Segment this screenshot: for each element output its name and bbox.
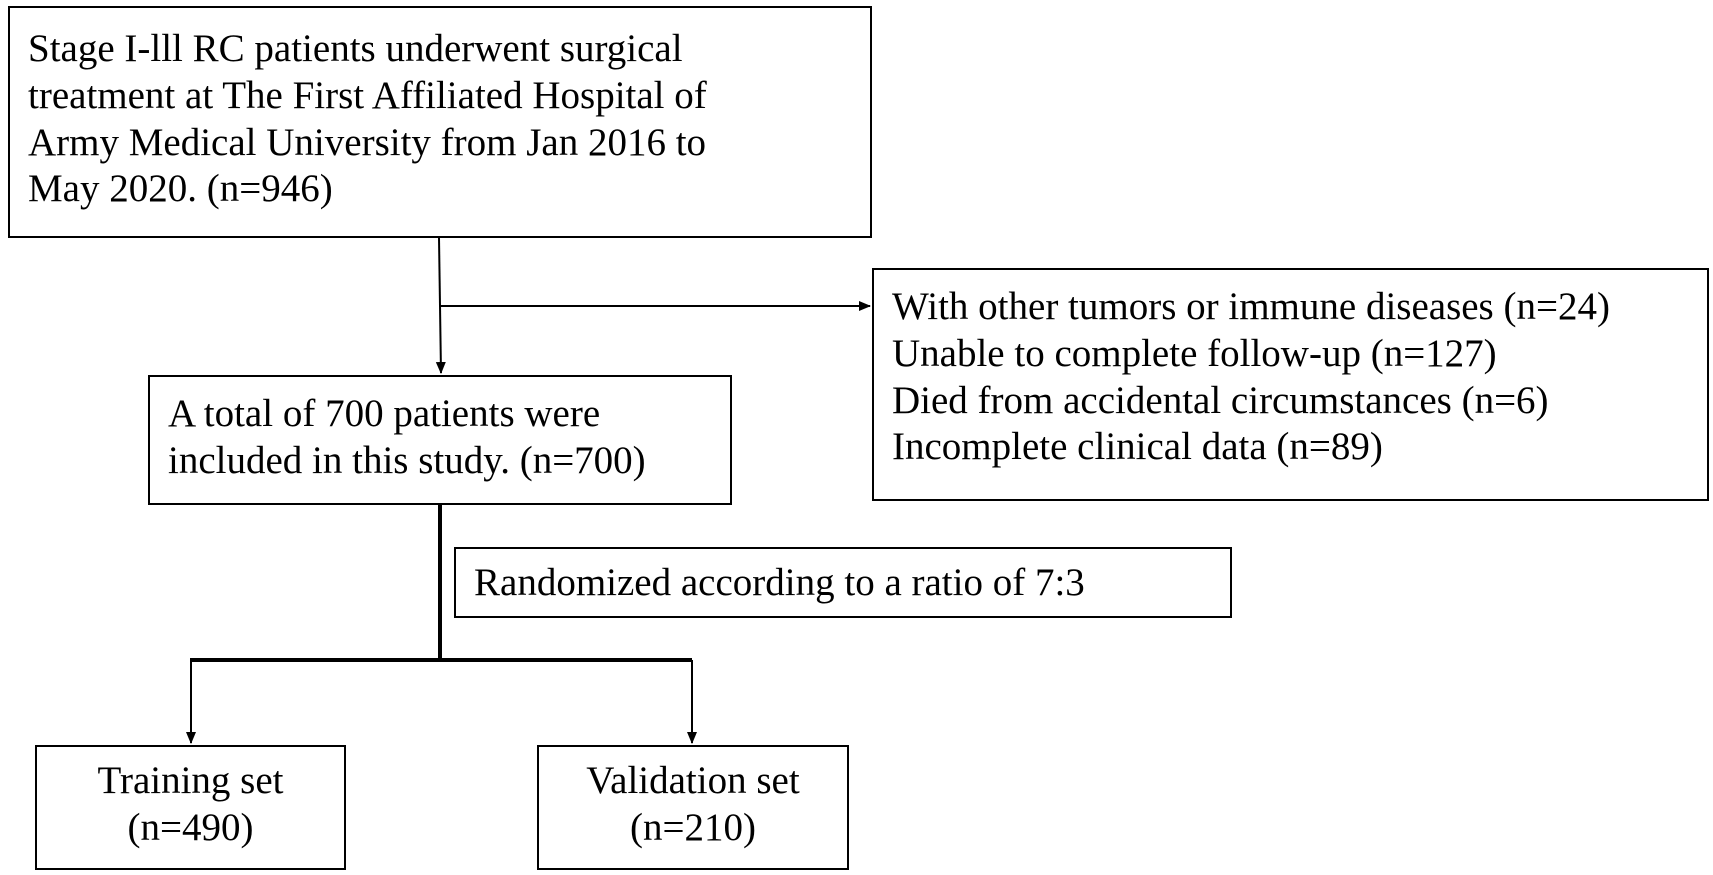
source-line-3: Army Medical University from Jan 2016 to [28,120,707,164]
exclusion-line-2: Unable to complete follow-up (n=127) [892,331,1497,375]
randomization-box [454,547,1232,618]
source-population-box [8,6,872,238]
training-count: (n=490) [127,805,254,849]
exclusion-criteria-box [872,268,1709,501]
validation-set-box [537,745,849,870]
included-patients-box [148,375,732,505]
arrow-source-to-included [439,238,441,373]
source-line-2: treatment at The First Affiliated Hospital of [28,73,707,117]
exclusion-line-4: Incomplete clinical data (n=89) [892,425,1383,469]
exclusion-line-1: With other tumors or immune diseases (n=24) [892,285,1610,328]
randomization-label: Randomized according to a ratio of 7:3 [474,561,1085,604]
training-set-box [35,745,346,870]
validation-title: Validation set [586,759,800,802]
source-line-4: May 2020. (n=946) [28,167,333,211]
training-title: Training set [97,759,284,802]
included-line-2: included in this study. (n=700) [168,438,646,482]
included-line-1: A total of 700 patients were [168,392,601,435]
exclusion-line-3: Died from accidental circumstances (n=6) [892,378,1549,422]
source-line-1: Stage I-lll RC patients underwent surgical [28,27,683,70]
validation-count: (n=210) [630,805,756,849]
